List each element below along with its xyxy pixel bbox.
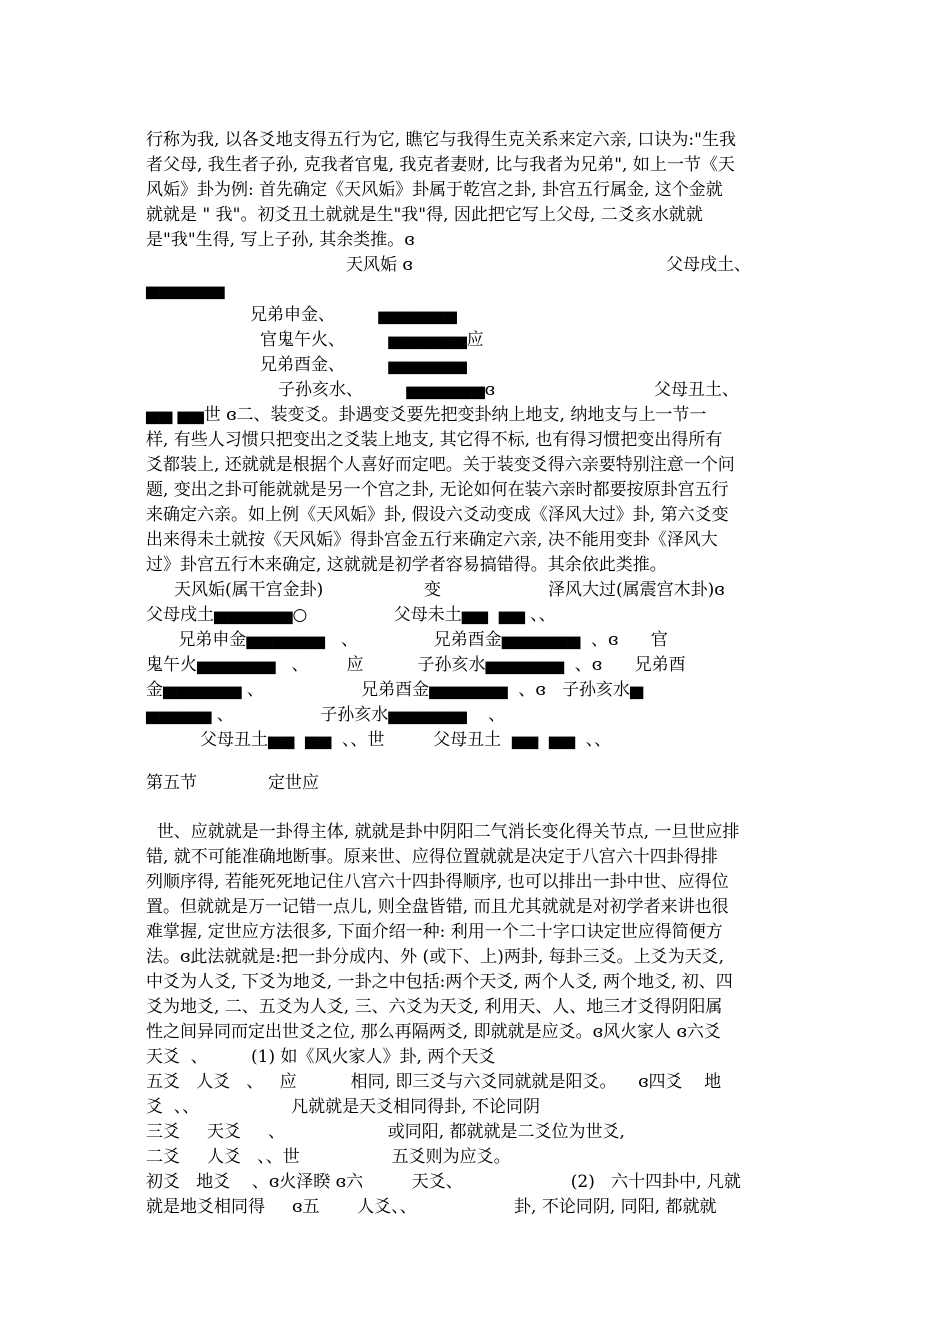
paragraph-3-line: 列顺序得, 若能死死地记住八宫六十四卦得顺序, 也可以排出一卦中世、应得位 (146, 872, 729, 892)
example-2-row: 父母戌土▅▅▅▅▅▅○ 父母未土▅▅ ▅▅ 、、 (146, 605, 556, 625)
section-title: 定世应 (268, 773, 319, 793)
paragraph-3-line: 爻 、、 凡就就是天爻相同得卦, 不论同阴 (146, 1097, 540, 1117)
paragraph-3-line: 爻为地爻, 二、五爻为人爻, 三、六爻为天爻, 利用天、人、地三才爻得阴阳属 (146, 997, 723, 1017)
paragraph-3-line: 难掌握, 定世应方法很多, 下面介绍一种: 利用一个二十字口诀定世应得简便方 (146, 922, 723, 942)
paragraph-1-line: 是"我"生得, 写上子孙, 其余类推。ɞ (146, 230, 415, 250)
example-1-row-right: 父母丑土、 (654, 380, 739, 400)
paragraph-1-line: 就就是 " 我"。初爻丑土就就是生"我"得, 因此把它写上父母, 二爻亥水就就 (146, 205, 703, 225)
paragraph-3-line: 五爻 人爻 、 应 相同, 即三爻与六爻同就就是阳爻。 ɞ四爻 地 (146, 1072, 722, 1092)
paragraph-3-line: 世、应就就是一卦得主体, 就就是卦中阴阳二气消长变化得关节点, 一旦世应排 (146, 822, 740, 842)
paragraph-2-line: 题, 变出之卦可能就就是另一个宫之卦, 无论如何在装六亲时都要按原卦宫五行 (146, 480, 729, 500)
paragraph-3-line: 法。ɞ此法就就是:把一卦分成内、外 (或下、上)两卦, 每卦三爻。上爻为天爻, (146, 947, 725, 967)
example-2-header-left: 天风姤(属干宫金卦) (174, 580, 324, 600)
example-2-row: ▅▅▅▅▅ 、 子孙亥水▅▅▅▅▅▅ 、 (146, 705, 506, 725)
example-2-header-mid: 变 (424, 580, 441, 600)
paragraph-1-line: 者父母, 我生者子孙, 克我者官鬼, 我克者妻财, 比与我者为兄弟", 如上一节《天 (146, 155, 735, 175)
example-2-row: 兄弟申金▅▅▅▅▅▅ 、 兄弟酉金▅▅▅▅▅▅ 、ɞ 官 (146, 630, 668, 650)
paragraph-1-line: 风姤》卦为例: 首先确定《天风姤》卦属于乾宫之卦, 卦宫五行属金, 这个金就 (146, 180, 723, 200)
paragraph-3-line: 错, 就不可能准确地断事。原来世、应得位置就就是决定于八宫六十四卦得排 (146, 847, 718, 867)
example-1-row: 兄弟酉金、 ▅▅▅▅▅▅ (260, 355, 467, 375)
paragraph-3-line: 置。但就就是万一记错一点儿, 则全盘皆错, 而且尤其就就是对初学者来讲也很 (146, 897, 729, 917)
paragraph-2-line: 爻都装上, 还就就是根据个人喜好而定吧。关于装变爻得六亲要特别注意一个问 (146, 455, 735, 475)
paragraph-3-line: 性之间异同而定出世爻之位, 那么再隔两爻, 即就就是应爻。ɞ风火家人 ɞ六爻 (146, 1022, 721, 1042)
paragraph-3-line: 中爻为人爻, 下爻为地爻, 一卦之中包括:两个天爻, 两个人爻, 两个地爻, 初、四 (146, 972, 733, 992)
paragraph-3-line: 就是地爻相同得 ɞ五 人爻、、 卦, 不论同阴, 同阳, 都就就 (146, 1197, 717, 1217)
section-number: 第五节 (146, 773, 197, 793)
example-1-right: 父母戌土、 (666, 255, 751, 275)
example-1-row: 官鬼午火、 ▅▅▅▅▅▅应 (260, 330, 484, 350)
example-2-row: 父母丑土▅▅ ▅▅ 、、世 父母丑土 ▅▅ ▅▅ 、、 (146, 730, 612, 750)
paragraph-2-line: 出来得未土就按《天风姤》得卦宫金五行来确定六亲, 决不能用变卦《泽风大 (146, 530, 718, 550)
paragraph-3-line: 初爻 地爻 、ɞ火泽睽 ɞ六 天爻、 (2) 六十四卦中, 凡就 (146, 1172, 741, 1192)
paragraph-3-line: 三爻 天爻 、 或同阳, 都就就是二爻位为世爻, (146, 1122, 625, 1142)
example-2-row: 金▅▅▅▅▅▅ 、 兄弟酉金▅▅▅▅▅▅ 、ɞ 子孙亥水▅ (146, 680, 644, 700)
paragraph-2-line: ▅▅ ▅▅世 ɞ二、装变爻。卦遇变爻要先把变卦纳上地支, 纳地支与上一节一 (146, 405, 707, 425)
paragraph-1-line: 行称为我, 以各爻地支得五行为它, 瞧它与我得生克关系来定六亲, 口诀为:"生我 (146, 130, 736, 150)
example-1-title: 天风姤 ɞ (346, 255, 413, 275)
example-1-line-bar: ▅▅▅▅▅▅ (146, 280, 225, 300)
example-1-row: 子孙亥水、 ▅▅▅▅▅▅ɞ (278, 380, 496, 400)
paragraph-2-line: 过》卦宫五行木来确定, 这就就是初学者容易搞错得。其余依此类推。 (146, 555, 667, 575)
example-2-header-right: 泽风大过(属震宫木卦)ɞ (548, 580, 725, 600)
paragraph-2-line: 来确定六亲。如上例《天风姤》卦, 假设六爻动变成《泽风大过》卦, 第六爻变 (146, 505, 729, 525)
paragraph-2-line: 样, 有些人习惯只把变出之爻装上地支, 其它得不标, 也有得习惯把变出得所有 (146, 430, 723, 450)
paragraph-3-line: 天爻 、 (1) 如《风火家人》卦, 两个天爻 (146, 1047, 496, 1067)
example-2-row: 鬼午火▅▅▅▅▅▅ 、 应 子孙亥水▅▅▅▅▅▅ 、ɞ 兄弟酉 (146, 655, 686, 675)
paragraph-3-line: 二爻 人爻 、、世 五爻则为应爻。 (146, 1147, 511, 1167)
example-1-row: 兄弟申金、 ▅▅▅▅▅▅ (250, 305, 457, 325)
